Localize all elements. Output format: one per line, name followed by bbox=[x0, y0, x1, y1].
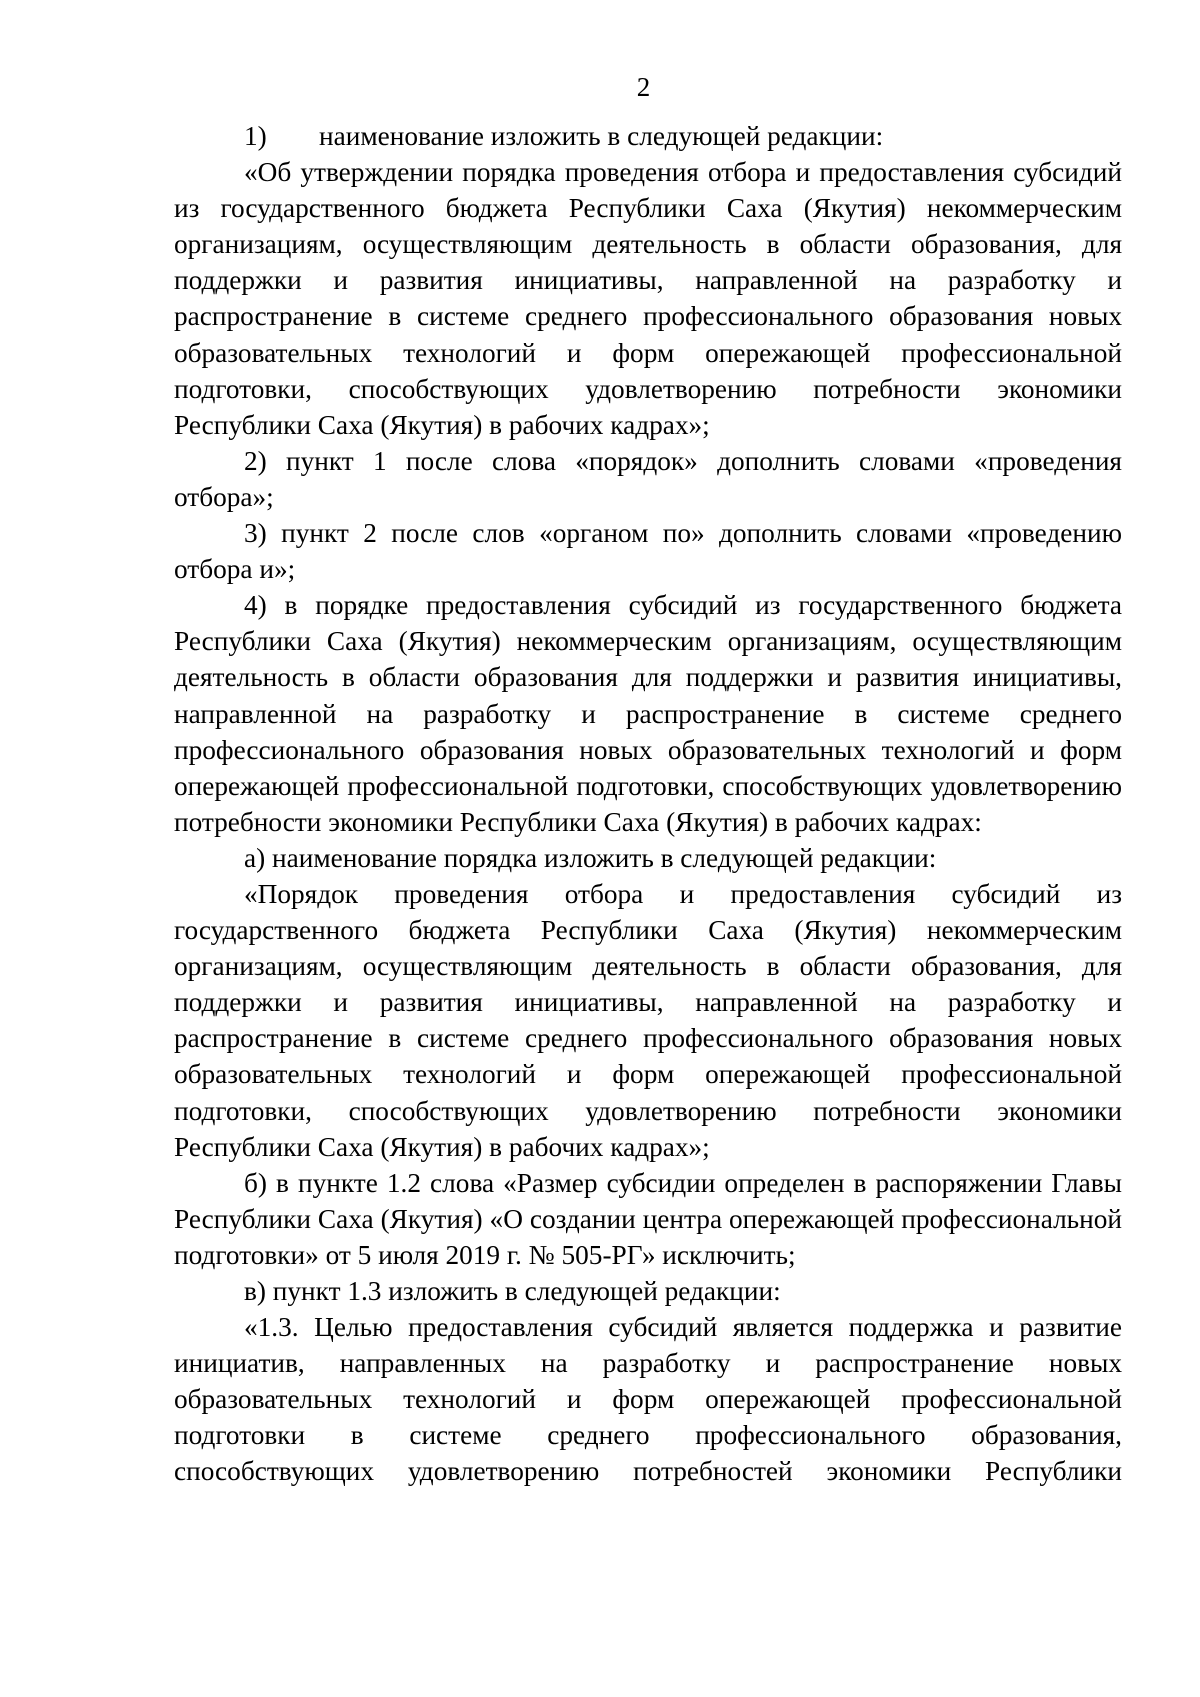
item-1-text: наименование изложить в следующей редакции: bbox=[319, 121, 884, 151]
item-1-number: 1) bbox=[244, 121, 267, 151]
paragraph-item-4v-quote: «1.3. Целью предоставления субсидий является поддержка и развитие инициатив, направленных на разработку и распространение новых образовательных технологий и форм опережающей профессиональной подготовки в системе среднего профессионального образования, способствующих удовлетворению потребностей экономики Республики bbox=[174, 1312, 1122, 1487]
page-number: 2 bbox=[636, 72, 651, 102]
paragraph-item-3: 3) пункт 2 после слов «органом по» дополнить словами «проведению отбора и»; bbox=[174, 518, 1122, 585]
paragraph-item-1 bbox=[174, 118, 1122, 154]
document-body bbox=[174, 118, 1122, 1490]
paragraph-title-quote: «Об утверждении порядка проведения отбора и предоставления субсидий из государственного бюджета Республики Саха (Якутия) некоммерческим организациям, осуществляющим деятельность в области образования, для поддержки и развития инициативы, направленной на разработку и распространение в системе среднего профессионального образования новых образовательных технологий и форм опережающей профессиональной подготовки, способствующих удовлетворению потребности экономики Республики Саха (Якутия) в рабочих кадрах»; bbox=[174, 157, 1122, 440]
paragraph-item-4a-quote: «Порядок проведения отбора и предоставления субсидий из государственного бюджета Республики Саха (Якутия) некоммерческим организациям, осуществляющим деятельность в области образования, для поддержки и развития инициативы, направленной на разработку и распространение в системе среднего профессионального образования новых образовательных технологий и форм опережающей профессиональной подготовки, способствующих удовлетворению потребности экономики Республики Саха (Якутия) в рабочих кадрах»; bbox=[174, 878, 1122, 1162]
paragraph-item-2: 2) пункт 1 после слова «порядок» дополнить словами «проведения отбора»; bbox=[174, 445, 1122, 512]
paragraph-item-4: 4) в порядке предоставления субсидий из государственного бюджета Республики Саха (Якутия) некоммерческим организациям, осуществляющим деятельность в области образования для поддержки и развития инициативы, направленной на разработку и распространение в системе среднего профессионального образования новых образовательных технологий и форм опережающей профессиональной подготовки, способствующих удовлетворению потребности экономики Республики Саха (Якутия) в рабочих кадрах: bbox=[174, 590, 1122, 837]
paragraph-item-4b: б) в пункте 1.2 слова «Размер субсидии определен в распоряжении Главы Республики Саха (Якутия) «О создании центра опережающей профессиональной подготовки» от 5 июля 2019 г. № 505-РГ» исключить; bbox=[174, 1167, 1122, 1270]
paragraph-item-4a: а) наименование порядка изложить в следующей редакции: bbox=[244, 842, 937, 873]
paragraph-item-4v: в) пункт 1.3 изложить в следующей редакции: bbox=[244, 1276, 781, 1306]
